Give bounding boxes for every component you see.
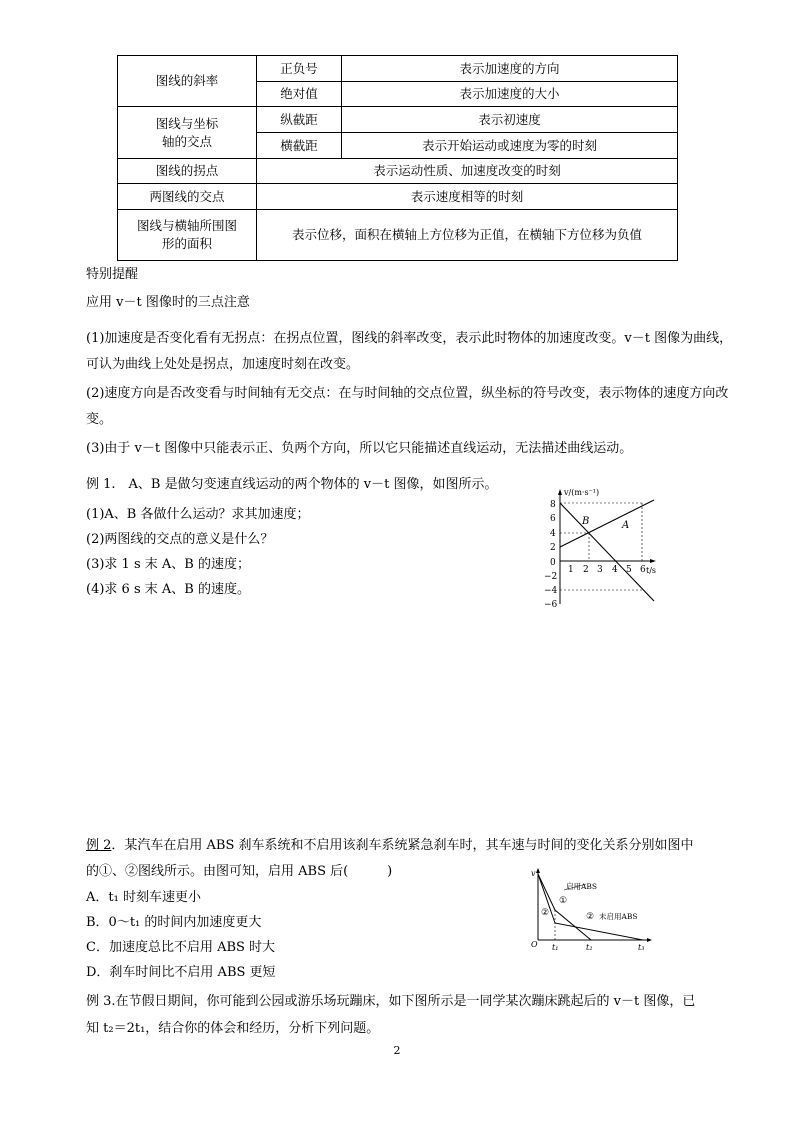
cell-area: 图线与横轴所围图 形的面积	[118, 210, 257, 261]
cell-crossing: 两图线的交点	[118, 184, 257, 210]
vt-graph-figure	[528, 484, 668, 614]
label-B: B	[582, 516, 590, 527]
x-axis-arrow	[650, 559, 656, 563]
example-2-line2: 的①、②图线所示。由图可知，启用 ABS 后( )	[86, 864, 393, 879]
example-1-q4: (4)求 6 s 末 A、B 的速度。	[86, 582, 250, 597]
option-B: B．0～t₁ 的时间内加速度更大	[86, 915, 262, 930]
ytick-neg4: −4	[544, 586, 558, 596]
cell-abs-meaning: 表示加速度的大小	[342, 82, 678, 107]
cell-crossing-meaning: 表示速度相等的时刻	[257, 184, 678, 210]
example-3-line1: 例 3.在节假日期间，你可能到公园或游乐场玩蹦床，如下图所示是一同学某次蹦床跳起后的 v－t 图像，已	[86, 994, 696, 1009]
example-1-q3: (3)求 1 s 末 A、B 的速度；	[86, 557, 250, 572]
xtick-3: 3	[597, 565, 603, 575]
ytick-4: 4	[550, 529, 556, 539]
option-D: D．刹车时间比不启用 ABS 更短	[86, 965, 276, 980]
abs-v-label: v	[531, 869, 536, 878]
ytick-neg2: −2	[544, 572, 558, 582]
cell-slope: 图线的斜率	[118, 56, 257, 107]
abs-origin: O	[531, 940, 538, 949]
xtick-5: 5	[626, 565, 632, 575]
abs-off-label: 未启用ABS	[599, 912, 638, 921]
ytick-neg6: −6	[544, 600, 558, 610]
ytick-2: 2	[550, 543, 556, 553]
tip-2: (2)速度方向是否改变看与时间轴有无交点：在与时间轴的交点位置，纵坐标的符号改变，表示物体的速度方向改变。	[86, 386, 729, 427]
tip-1: (1)加速度是否变化看有无拐点：在拐点位置，图线的斜率改变，表示此时物体的加速度改变。v－t 图像为曲线，可认为曲线上处处是拐点，加速度时刻在改变。	[86, 331, 733, 372]
example-1-q1: (1)A、B 各做什么运动？求其加速度；	[86, 507, 310, 522]
line-B	[560, 503, 657, 601]
ytick-8: 8	[550, 500, 556, 510]
cell-intercept: 图线与坐标 轴的交点	[118, 107, 257, 159]
line-A	[560, 500, 654, 547]
example-3-line2: 知 t₂＝2t₁，结合你的体会和经历，分析下列问题。	[86, 1021, 380, 1036]
ytick-0: 0	[550, 558, 556, 568]
abs-x-arrow	[647, 938, 652, 942]
abs-on-label: 启用ABS	[566, 882, 598, 891]
tip-title: 特别提醒	[86, 267, 139, 282]
tip-3: (3)由于 v－t 图像中只能表示正、负两个方向，所以它只能描述直线运动，无法描述曲线运动。	[86, 441, 633, 456]
xtick-4: 4	[612, 565, 618, 575]
cell-sign: 正负号	[257, 56, 342, 82]
cell-y-intercept: 纵截距	[257, 107, 342, 133]
x-axis-label: t/s	[646, 566, 657, 575]
label-A: A	[622, 520, 630, 531]
page-number: 2	[393, 1044, 401, 1057]
cell-sign-meaning: 表示加速度的方向	[342, 56, 678, 82]
y-axis-arrow	[558, 489, 562, 495]
xtick-6: 6	[640, 565, 646, 575]
cell-x-intercept: 横截距	[257, 133, 342, 159]
xtick-1: 1	[568, 565, 574, 575]
example-1-q2: (2)两图线的交点的意义是什么？	[86, 532, 274, 547]
example-2-line1: 例 2．某汽车在启用 ABS 刹车系统和不启用该刹车系统紧急刹车时，其车速与时间的变化关系分别如图中	[86, 838, 694, 853]
properties-table	[117, 55, 678, 261]
y-axis-label: v/(m·s⁻¹)	[564, 488, 600, 497]
cell-inflection-meaning: 表示运动性质、加速度改变的时刻	[257, 159, 678, 184]
ytick-6: 6	[550, 514, 556, 524]
abs-curve2-mark: ②	[586, 912, 595, 922]
abs-graph-figure	[528, 866, 656, 952]
abs-t2: t₂	[586, 943, 593, 952]
cell-inflection: 图线的拐点	[118, 159, 257, 184]
abs-y-arrow	[536, 868, 540, 873]
cell-abs: 绝对值	[257, 82, 342, 107]
abs-curve1-mark: ①	[559, 896, 568, 906]
tip-subtitle: 应用 v－t 图像时的三点注意	[86, 295, 250, 310]
cell-area-meaning: 表示位移，面积在横轴上方位移为正值，在横轴下方位移为负值	[257, 210, 678, 261]
cell-x-intercept-meaning: 表示开始运动或速度为零的时刻	[342, 133, 678, 159]
abs-curve2-mark-left: ②	[541, 908, 550, 918]
cell-y-intercept-meaning: 表示初速度	[342, 107, 678, 133]
abs-t1: t₁	[552, 943, 559, 952]
xtick-2: 2	[583, 565, 589, 575]
example-1-title: 例 1. A、B 是做匀变速直线运动的两个物体的 v－t 图像，如图所示。	[86, 477, 498, 492]
option-A: A．t₁ 时刻车速更小	[86, 890, 201, 905]
abs-t3: t₃	[638, 943, 645, 952]
option-C: C．加速度总比不启用 ABS 时大	[86, 940, 276, 955]
